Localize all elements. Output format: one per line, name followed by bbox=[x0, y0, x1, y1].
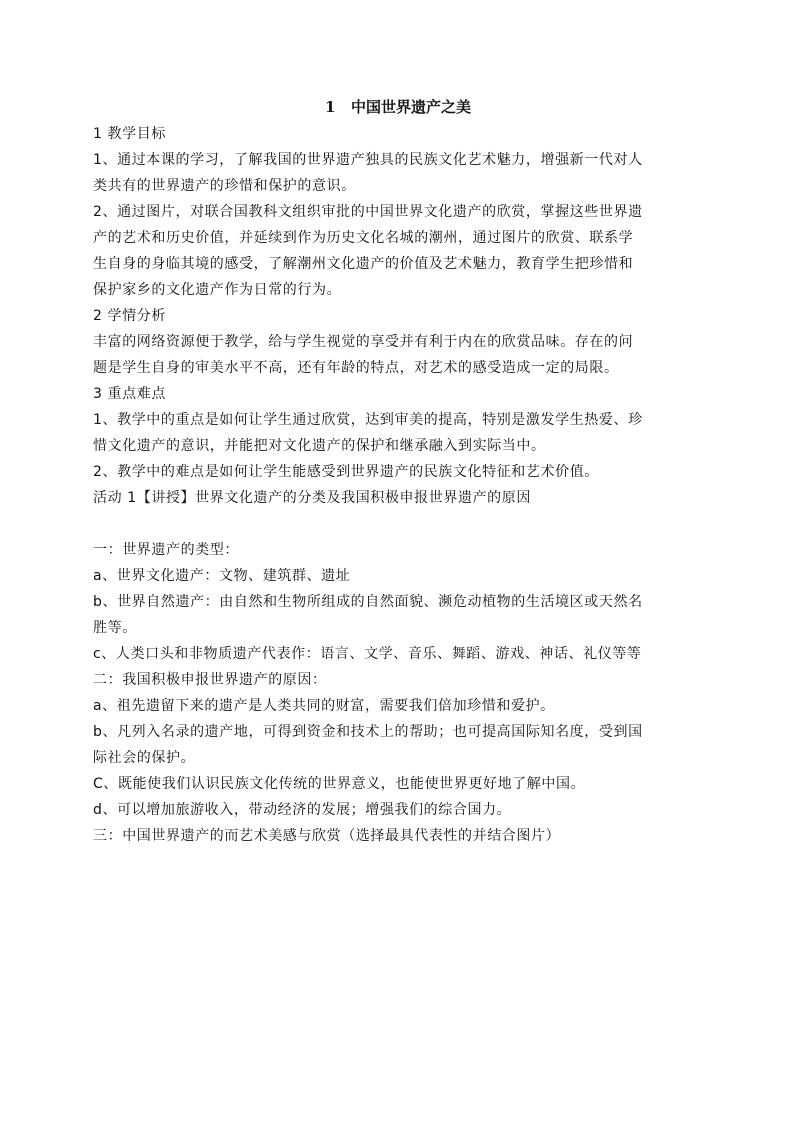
document-body bbox=[93, 95, 703, 849]
reason-b-line-1: b、凡列入名录的遗产地，可得到资金和技术上的帮助；也可提高国际知名度，受到国 bbox=[93, 724, 643, 740]
part-2-heading: 二：我国积极申报世界遗产的原因： bbox=[93, 672, 327, 688]
document-title: 1 中国世界遗产之美 bbox=[324, 98, 472, 116]
analysis-line-2: 题是学生自身的审美水平不高，还有年龄的特点，对艺术的感受造成一定的局限。 bbox=[93, 360, 619, 376]
objective-2-line-4: 保护家乡的文化遗产作为日常的行为。 bbox=[93, 282, 342, 298]
reason-c: C、既能使我们认识民族文化传统的世界意义，也能使世界更好地了解中国。 bbox=[93, 776, 586, 792]
activity-heading: 活动 1【讲授】世界文化遗产的分类及我国积极申报世界遗产的原因 bbox=[93, 490, 531, 506]
heritage-type-b-line-2: 胜等。 bbox=[93, 620, 137, 636]
heritage-type-c: c、人类口头和非物质遗产代表作：语言、文学、音乐、舞蹈、游戏、神话、礼仪等等 bbox=[93, 646, 642, 662]
section-heading-analysis: 2 学情分析 bbox=[93, 308, 166, 324]
section-heading-objectives: 1 教学目标 bbox=[93, 126, 166, 142]
part-3-heading: 三：中国世界遗产的而艺术美感与欣赏（选择最具代表性的并结合图片） bbox=[93, 828, 561, 844]
blank-line bbox=[93, 511, 703, 537]
reason-a: a、祖先遗留下来的遗产是人类共同的财富，需要我们倍加珍惜和爱护。 bbox=[93, 698, 555, 714]
heritage-type-a: a、世界文化遗产：文物、建筑群、遗址 bbox=[93, 568, 351, 584]
key-point-line-2: 惜文化遗产的意识，并能把对文化遗产的保护和继承融入到实际当中。 bbox=[93, 438, 546, 454]
objective-2-line-2: 产的艺术和历史价值，并延续到作为历史文化名城的潮州，通过图片的欣赏、联系学 bbox=[93, 230, 634, 246]
heritage-type-b-line-1: b、世界自然遗产：由自然和生物所组成的自然面貌、濒危动植物的生活境区或天然名 bbox=[93, 594, 643, 610]
analysis-line-1: 丰富的网络资源便于教学，给与学生视觉的享受并有利于内在的欣赏品味。存在的问 bbox=[93, 334, 634, 350]
objective-1-line-1: 1、通过本课的学习，了解我国的世界遗产独具的民族文化艺术魅力，增强新一代对人 bbox=[93, 152, 643, 168]
section-heading-key-points: 3 重点难点 bbox=[93, 386, 166, 402]
reason-d: d、可以增加旅游收入，带动经济的发展；增强我们的综合国力。 bbox=[93, 802, 512, 818]
objective-2-line-1: 2、通过图片，对联合国教科文组织审批的中国世界文化遗产的欣赏，掌握这些世界遗 bbox=[93, 204, 643, 220]
part-1-heading: 一：世界遗产的类型： bbox=[93, 542, 239, 558]
reason-b-line-2: 际社会的保护。 bbox=[93, 750, 196, 766]
key-point-line-1: 1、教学中的重点是如何让学生通过欣赏，达到审美的提高，特别是激发学生热爱、珍 bbox=[93, 412, 643, 428]
difficulty-line: 2、教学中的难点是如何让学生能感受到世界遗产的民族文化特征和艺术价值。 bbox=[93, 464, 599, 480]
objective-1-line-2: 类共有的世界遗产的珍惜和保护的意识。 bbox=[93, 178, 356, 194]
objective-2-line-3: 生自身的身临其境的感受，了解潮州文化遗产的价值及艺术魅力，教育学生把珍惜和 bbox=[93, 256, 634, 272]
